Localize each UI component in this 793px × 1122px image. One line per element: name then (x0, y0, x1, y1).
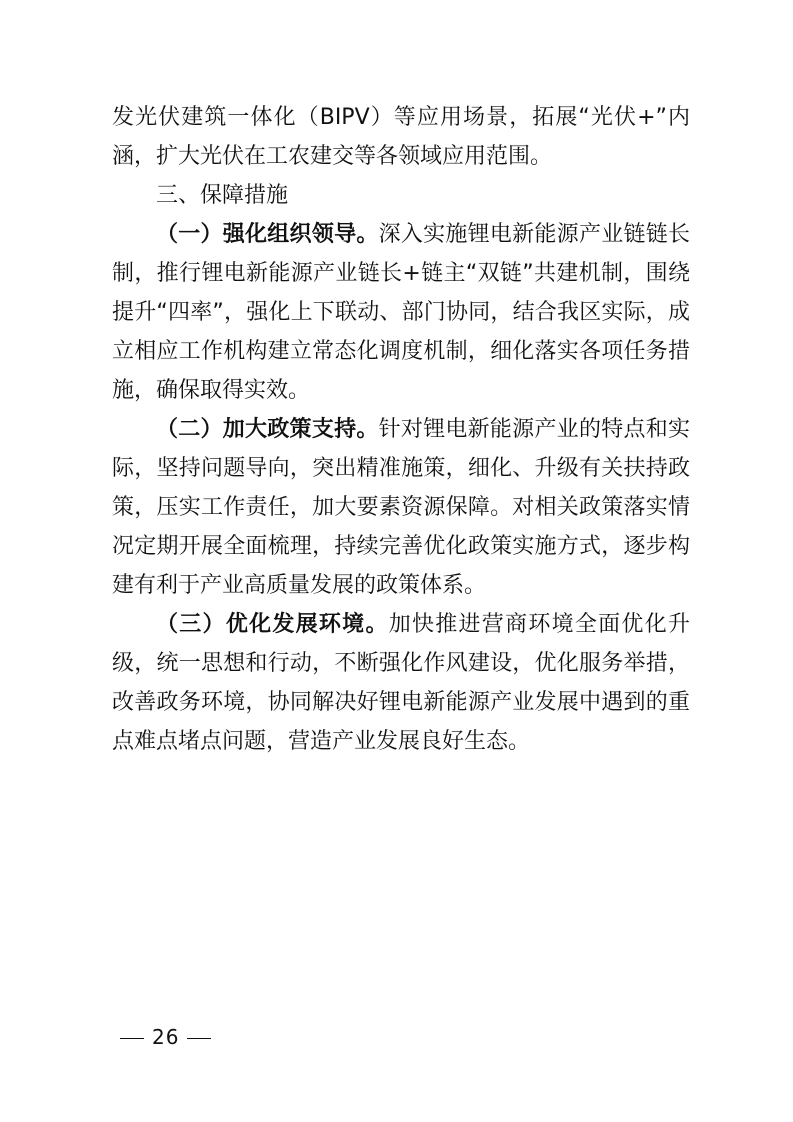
paragraph-heading: （三）优化发展环境。 (156, 612, 389, 637)
left-dash (120, 1038, 144, 1039)
paragraph-heading: （二）加大政策支持。 (156, 417, 379, 442)
page-number-text: 26 (152, 1025, 180, 1049)
paragraph-policy-support (112, 410, 690, 605)
paragraph-text: 发光伏建筑一体化（BIPV）等应用场景，拓展“光伏+”内涵，扩大光伏在工农建交等各领域应用范围。 (112, 105, 690, 169)
paragraph-heading: （一）强化组织领导。 (156, 222, 379, 247)
paragraph-body: 加快推进营商环境全面优化升级，统一思想和行动，不断强化作风建设，优化服务举措，改善政务环境，协同解决好锂电新能源产业发展中遇到的重点难点堵点问题，营造产业发展良好生态。 (112, 612, 690, 754)
section-heading-text: 三、保障措施 (156, 183, 289, 208)
section-heading (112, 176, 690, 215)
right-dash (187, 1038, 211, 1039)
paragraph-bipv (112, 98, 690, 176)
paragraph-development-environment (112, 605, 690, 761)
paragraph-organization-leadership (112, 215, 690, 410)
page-number (112, 1025, 219, 1049)
paragraph-body: 针对锂电新能源产业的特点和实际，坚持问题导向，突出精准施策，细化、升级有关扶持政策，压实工作责任，加大要素资源保障。对相关政策落实情况定期开展全面梳理，持续完善优化政策实施方式，逐步构建有利于产业高质量发展的政策体系。 (112, 417, 690, 598)
paragraph-body: 深入实施锂电新能源产业链链长制，推行锂电新能源产业链长+链主“双链”共建机制，围绕提升“四率”，强化上下联动、部门协同，结合我区实际，成立相应工作机构建立常态化调度机制，细化落实各项任务措施，确保取得实效。 (112, 222, 690, 403)
document-body (112, 98, 690, 761)
